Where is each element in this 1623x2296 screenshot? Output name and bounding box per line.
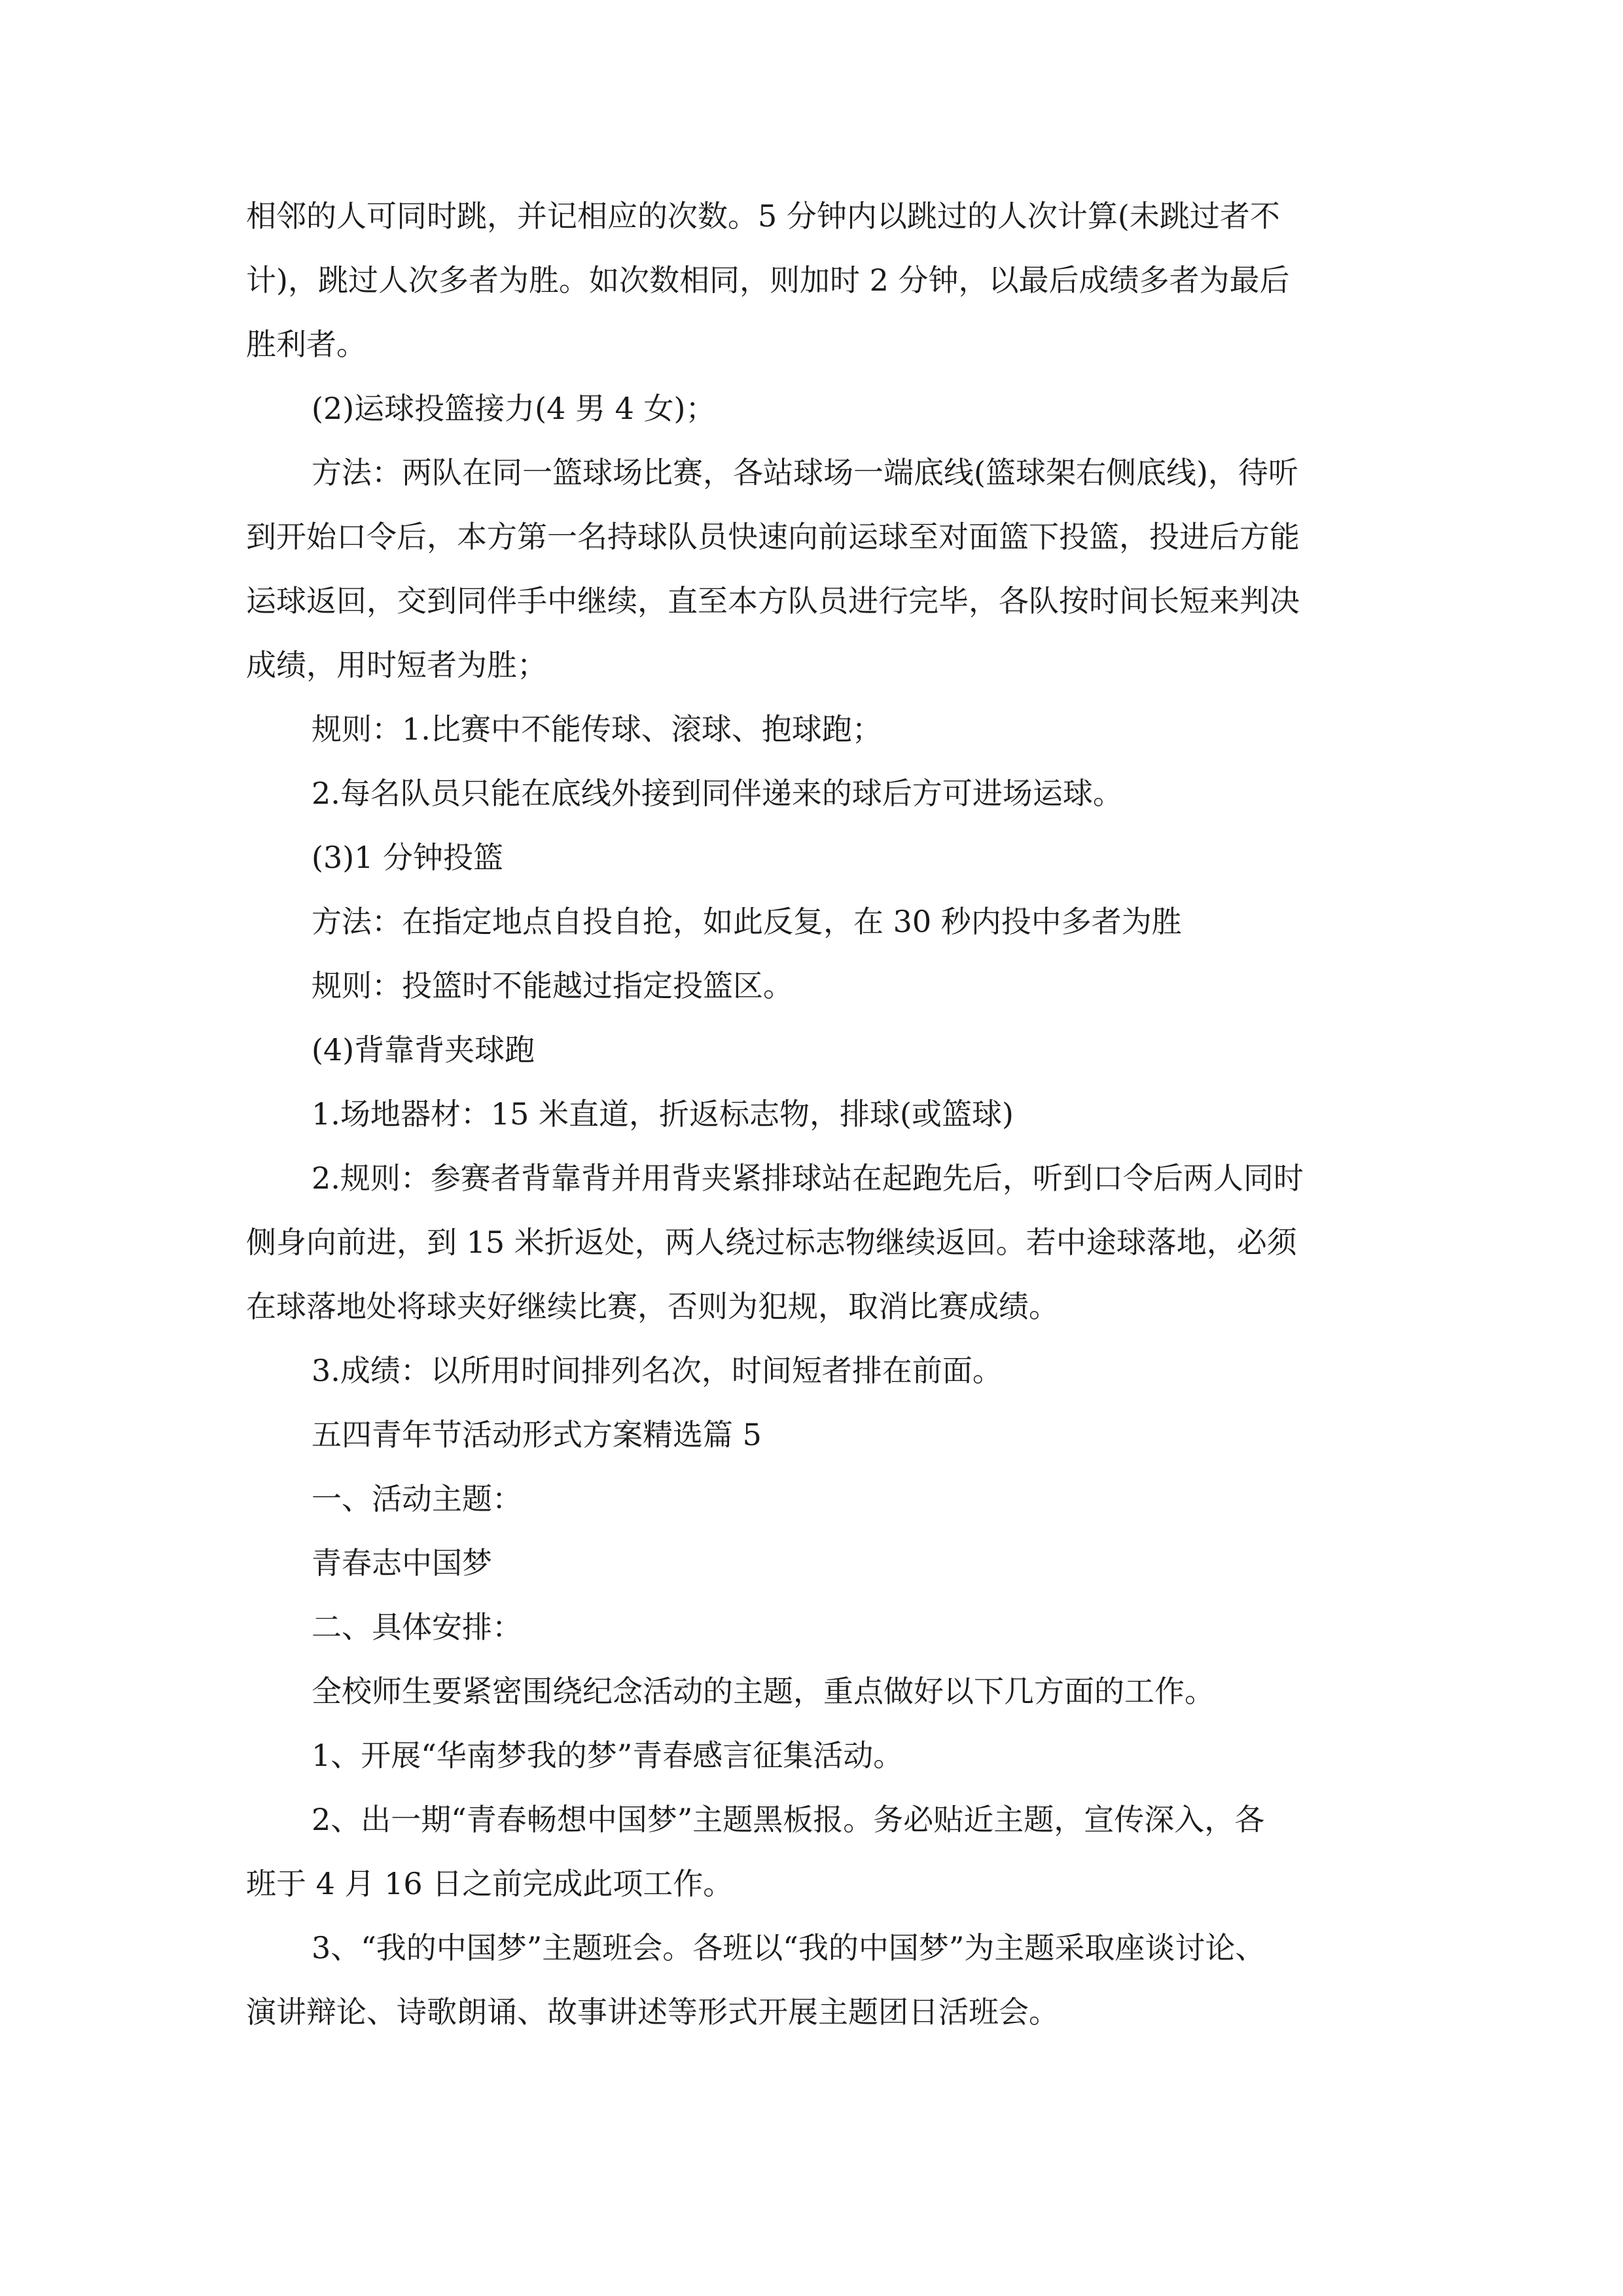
paragraph-line: 2.每名队员只能在底线外接到同伴递来的球后方可进场运球。 bbox=[312, 776, 1123, 811]
paragraph-line: 胜利者。 bbox=[246, 327, 366, 362]
paragraph-line: 计)，跳过人次多者为胜。如次数相同，则加时 2 分钟，以最后成绩多者为最后 bbox=[246, 262, 1290, 298]
section-heading: 一、活动主题： bbox=[312, 1481, 522, 1516]
paragraph-line: 1.场地器材：15 米直道，折返标志物，排球(或篮球) bbox=[312, 1096, 1014, 1132]
section-heading: (2)运球投篮接力(4 男 4 女)； bbox=[312, 391, 716, 426]
section-heading: 二、具体安排： bbox=[312, 1609, 522, 1645]
paragraph-line: 运球返回，交到同伴手中继续，直至本方队员进行完毕，各队按时间长短来判决 bbox=[246, 583, 1300, 619]
paragraph-line: 方法：在指定地点自投自抢，如此反复，在 30 秒内投中多者为胜 bbox=[312, 904, 1182, 939]
paragraph-line: 方法：两队在同一篮球场比赛，各站球场一端底线(篮球架右侧底线)，待听 bbox=[312, 455, 1298, 490]
paragraph-line: 侧身向前进，到 15 米折返处，两人绕过标志物继续返回。若中途球落地，必须 bbox=[246, 1225, 1297, 1260]
paragraph-line: 2.规则：参赛者背靠背并用背夹紧排球站在起跑先后，听到口令后两人同时 bbox=[312, 1160, 1304, 1196]
paragraph-line: 规则：1.比赛中不能传球、滚球、抱球跑； bbox=[312, 711, 882, 747]
paragraph-line: 到开始口令后，本方第一名持球队员快速向前运球至对面篮下投篮，投进后方能 bbox=[246, 519, 1300, 554]
paragraph-line: 1、开展“华南梦我的梦”青春感言征集活动。 bbox=[312, 1738, 904, 1773]
paragraph-line: 演讲辩论、诗歌朗诵、故事讲述等形式开展主题团日活班会。 bbox=[246, 1994, 1059, 2030]
paragraph-line: 3.成绩：以所用时间排列名次，时间短者排在前面。 bbox=[312, 1353, 1003, 1388]
section-heading: (4)背靠背夹球跑 bbox=[312, 1032, 535, 1067]
paragraph-line: 全校师生要紧密围绕纪念活动的主题，重点做好以下几方面的工作。 bbox=[312, 1674, 1215, 1709]
paragraph-line: 成绩，用时短者为胜； bbox=[246, 647, 547, 683]
paragraph-line: 3、“我的中国梦”主题班会。各班以“我的中国梦”为主题采取座谈讨论、 bbox=[312, 1930, 1266, 1965]
paragraph-line: 2、出一期“青春畅想中国梦”主题黑板报。务必贴近主题，宣传深入，各 bbox=[312, 1802, 1265, 1837]
paragraph-line: 班于 4 月 16 日之前完成此项工作。 bbox=[246, 1866, 734, 1901]
article-title: 五四青年节活动形式方案精选篇 5 bbox=[312, 1417, 762, 1452]
paragraph-line: 青春志中国梦 bbox=[312, 1545, 492, 1581]
paragraph-line: 在球落地处将球夹好继续比赛，否则为犯规，取消比赛成绩。 bbox=[246, 1289, 1059, 1324]
paragraph-line: 相邻的人可同时跳，并记相应的次数。5 分钟内以跳过的人次计算(未跳过者不 bbox=[246, 198, 1280, 234]
paragraph-line: 规则：投篮时不能越过指定投篮区。 bbox=[312, 968, 793, 1003]
section-heading: (3)1 分钟投篮 bbox=[312, 840, 504, 875]
